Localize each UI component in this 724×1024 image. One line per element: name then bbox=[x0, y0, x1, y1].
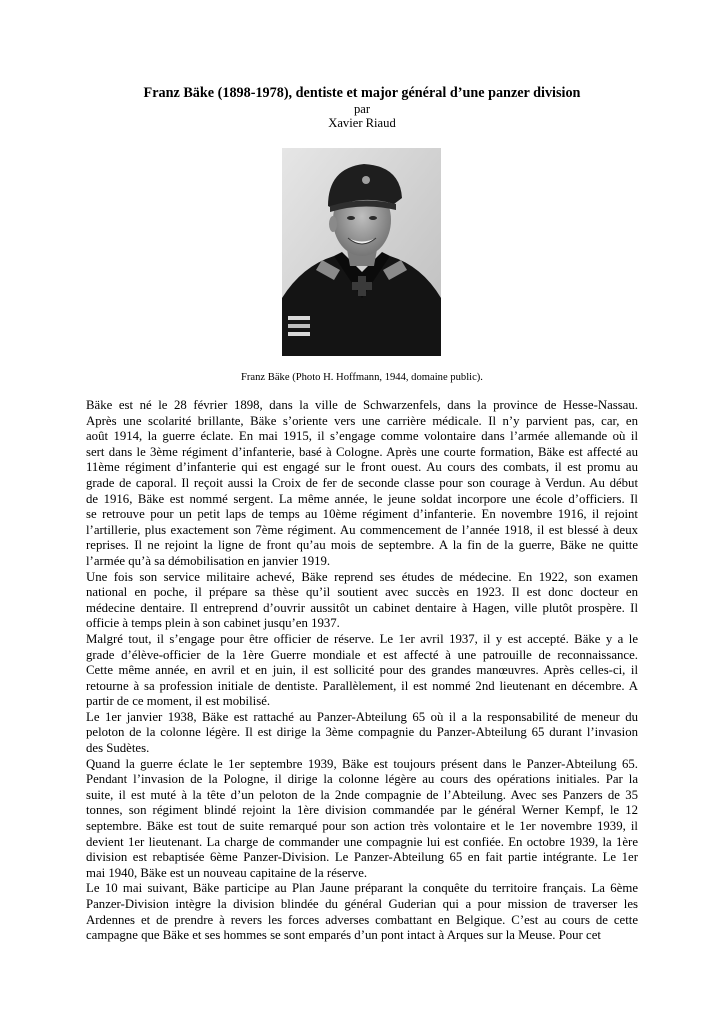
body-paragraph bbox=[86, 881, 638, 943]
text-line: Après une scolarité brillante, Bäke s’oriente vers une carrière médicale. Il n’y parvient pas, car, en bbox=[86, 413, 638, 428]
article-header bbox=[0, 85, 724, 130]
portrait-illustration bbox=[282, 148, 441, 356]
text-line: Le 10 mai suivant, Bäke participe au Plan Jaune préparant la conquête du territoire français. La 6ème bbox=[86, 881, 638, 896]
text-line: Pendant l’invasion de la Pologne, il dirige la colonne légère au cours des opérations initiales. Par la bbox=[86, 772, 638, 787]
body-paragraph bbox=[86, 710, 638, 757]
text-line: reprises. Il ne rejoint la ligne de front qu’au mois de septembre. A la fin de la guerre, Bäke ne quitte bbox=[86, 538, 638, 553]
text-line: Le 1er janvier 1938, Bäke est rattaché au Panzer-Abteilung 65 où il a la responsabilité de meneur du bbox=[86, 709, 638, 724]
body-paragraph bbox=[86, 398, 638, 570]
author-name: Xavier Riaud bbox=[328, 116, 396, 130]
text-line: retourne à sa profession initiale de dentiste. Parallèlement, il est nommé 2nd lieutenant en décembre. A bbox=[86, 678, 638, 693]
text-line: Panzer-Division intègre la division blindée du général Guderian qui a pour mission de traverser les bbox=[86, 897, 638, 911]
text-line: mai 1940, Bäke est un nouveau capitaine de la réserve. bbox=[86, 865, 368, 880]
text-line: national en poche, il prépare sa thèse qu’il soutient avec succès en 1923. Il est donc docteur en bbox=[86, 585, 638, 600]
text-line: partir de ce moment, il est mobilisé. bbox=[86, 694, 271, 709]
text-line: 11ème régiment d’infanterie qui est engagé sur le front ouest. Au cours des combats, il est promu au bbox=[86, 460, 638, 475]
article-body bbox=[86, 398, 638, 944]
text-line: août 1914, la guerre éclate. En mai 1915, il s’engage comme volontaire dans l’armée allemande où il bbox=[86, 429, 638, 444]
text-line: de 1916, Bäke est nommé sergent. La même année, le jeune soldat incorpore une école d’officiers. Il bbox=[86, 491, 638, 506]
text-line: suite, il est muté à la tête d’un peloton de la 2nde compagnie de l’Abteilung. Avec ses Panzers de 35 bbox=[86, 787, 638, 802]
article-title: Franz Bäke (1898-1978), dentiste et major général d’une panzer division bbox=[143, 85, 581, 101]
text-line: division est rebaptisée 6ème Panzer-Division. Le Panzer-Abteilung 65 en fait partie intégrante. Le 1er bbox=[86, 850, 638, 865]
text-line: Quand la guerre éclate le 1er septembre 1939, Bäke est toujours présent dans le Panzer-Abteilung 65. bbox=[86, 756, 638, 771]
text-line: grade d’élève-officier de la 1ère Guerre mondiale et est affecté à une patrouille de reconnaissance. bbox=[86, 647, 638, 662]
text-line: des Sudètes. bbox=[86, 741, 150, 756]
body-paragraph bbox=[86, 570, 638, 632]
byline-par: par bbox=[353, 102, 371, 116]
text-line: l’armée qu’à sa démobilisation en janvier 1919. bbox=[86, 553, 331, 568]
text-line: sert dans le 3ème régiment d’infanterie, basé à Cologne. Après une courte formation, Bäke est affecté au bbox=[86, 444, 638, 459]
photo-caption: Franz Bäke (Photo H. Hoffmann, 1944, domaine public). bbox=[241, 372, 483, 383]
text-line: grade de caporal. Il reçoit aussi la Croix de fer de seconde classe pour son courage à Verdun. Au début bbox=[86, 475, 638, 490]
text-line: devient 1er lieutenant. La charge de commander une compagnie lui est confiée. En octobre 1939, la 1ère bbox=[86, 834, 638, 849]
text-line: médecine dentaire. Il entreprend d’ouvrir aussitôt un cabinet dentaire à Hagen, ville plutôt prospère. Il bbox=[86, 600, 638, 615]
text-line: Bäke est né le 28 février 1898, dans la ville de Schwarzenfels, dans la province de Hesse-Nassau. bbox=[86, 398, 638, 412]
text-line: Ardennes et de prendre à revers les forces adverses combattant en Belgique. C’est au cours de cette bbox=[86, 912, 638, 927]
text-line: Cette même année, en avril et en juin, il est sollicité pour des grandes manœuvres. Après celles-ci, il bbox=[86, 663, 638, 678]
text-line: se retrouve pour un petit laps de temps au 10ème régiment d’infanterie. En novembre 1916, il rejoint bbox=[86, 507, 638, 522]
text-line: campagne que Bäke et ses hommes se sont emparés d’un pont intact à Arques sur la Meuse. Pour cet bbox=[86, 928, 601, 943]
text-line: septembre. Bäke est tout de suite remarqué pour son action très volontaire et le 1er novembre 1939, il bbox=[86, 819, 638, 834]
text-line: tonnes, son régiment blindé rejoint la 1ère division commandée par le général Werner Kempf, le 12 bbox=[86, 803, 638, 818]
text-line: Une fois son service militaire achevé, Bäke reprend ses études de médecine. En 1922, son examen bbox=[86, 569, 638, 584]
text-line: Malgré tout, il s’engage pour être officier de réserve. Le 1er avril 1937, il y est accepté. Bäke y a le bbox=[86, 631, 638, 646]
portrait-photo bbox=[282, 148, 441, 356]
body-paragraph bbox=[86, 757, 638, 882]
text-line: peloton de la colonne légère. Il est dirige la 3ème compagnie du Panzer-Abteilung 65 durant l’invasion bbox=[86, 725, 638, 740]
body-paragraph bbox=[86, 632, 638, 710]
text-line: officie à temps plein à son cabinet jusqu’en 1937. bbox=[86, 616, 340, 631]
text-line: l’artillerie, plus exactement son 7ème régiment. Au commencement de l’année 1918, il est blessé à deux bbox=[86, 522, 638, 537]
